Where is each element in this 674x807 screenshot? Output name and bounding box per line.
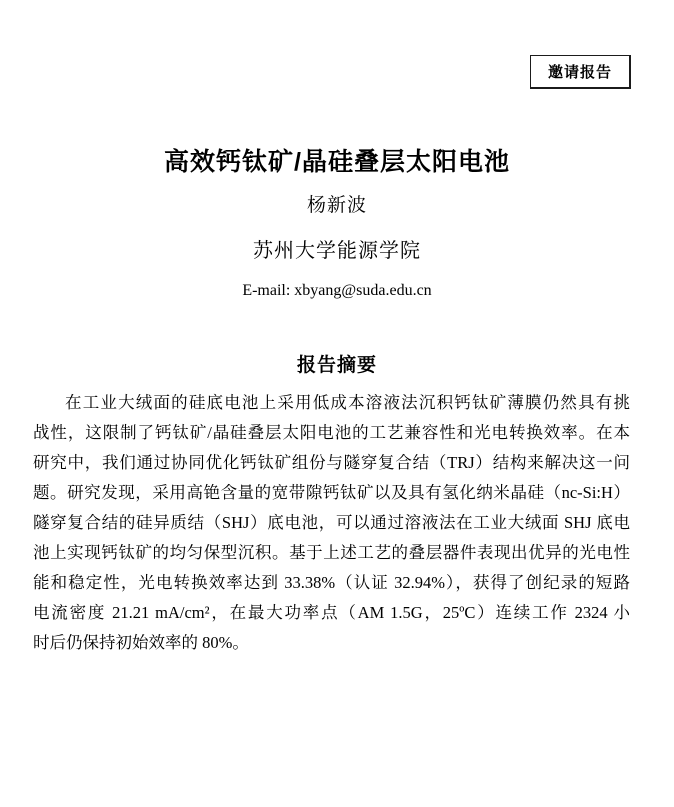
abstract-line-9: 时后仍保持初始效率的 80%。: [33, 633, 249, 652]
abstract-line-2: 战性，这限制了钙钛矿/晶硅叠层太阳电池的工艺兼容性和光电转换效率。在本: [33, 423, 630, 442]
abstract-line-5: 隧穿复合结的硅异质结（SHJ）底电池，可以通过溶液法在工业大绒面 SHJ 底电: [33, 513, 630, 532]
invited-talk-badge-label: 邀请报告: [547, 64, 612, 81]
invited-talk-badge: [530, 55, 631, 89]
abstract-paragraph: [33, 388, 630, 658]
author-name: 杨新波: [306, 195, 367, 216]
talk-title: 高效钙钛矿/晶硅叠层太阳电池: [164, 148, 510, 176]
author-affiliation: 苏州大学能源学院: [253, 240, 421, 262]
abstract-heading: 报告摘要: [296, 355, 377, 376]
abstract-line-1: 在工业大绒面的硅底电池上采用低成本溶液法沉积钙钛矿薄膜仍然具有挑: [65, 393, 630, 412]
abstract-line-4: 题。研究发现，采用高铯含量的宽带隙钙钛矿以及具有氢化纳米晶硅（nc-Si:H）: [33, 483, 630, 502]
abstract-line-6: 池上实现钙钛矿的均匀保型沉积。基于上述工艺的叠层器件表现出优异的光电性: [33, 543, 630, 562]
abstract-line-3: 研究中，我们通过协同优化钙钛矿组份与隧穿复合结（TRJ）结构来解决这一问: [33, 453, 630, 472]
author-email: E-mail: xbyang@suda.edu.cn: [242, 282, 432, 299]
abstract-line-7: 能和稳定性，光电转换效率达到 33.38%（认证 32.94%），获得了创纪录的短路: [33, 573, 630, 592]
abstract-line-8: 电流密度 21.21 mA/cm²，在最大功率点（AM 1.5G，25ºC）连续工作 2324 小: [33, 603, 630, 622]
